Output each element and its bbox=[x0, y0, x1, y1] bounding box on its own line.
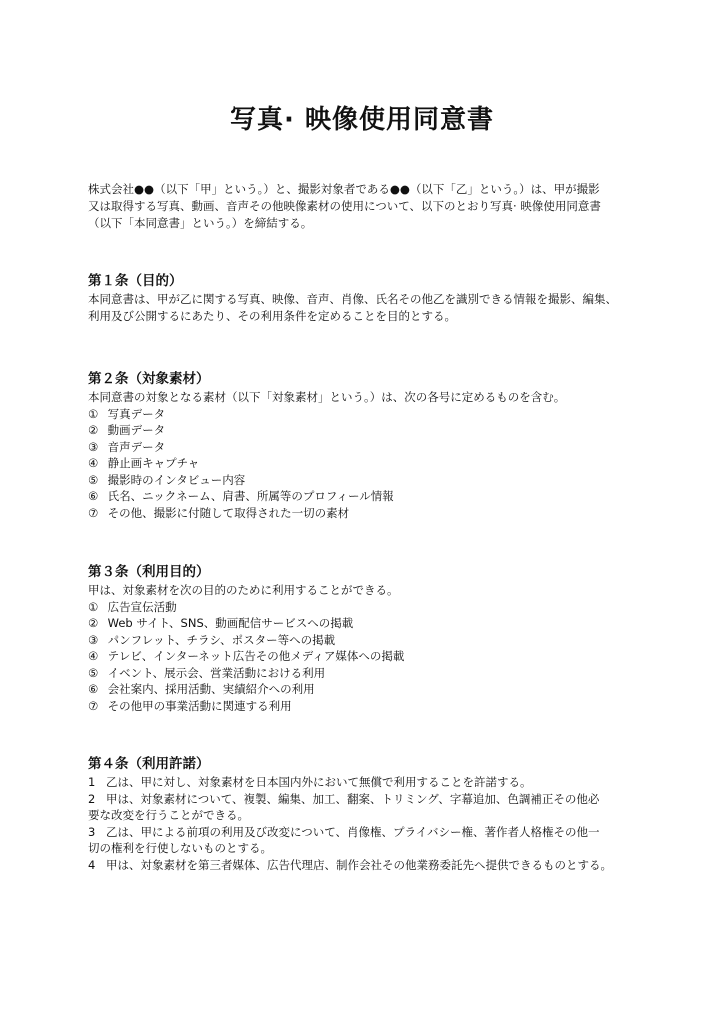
clause-4 bbox=[88, 857, 658, 874]
item-text: Web サイト、SNS、動画配信サービスへの掲載 bbox=[107, 616, 354, 630]
article-text-line: 甲は、対象素材を次の目的のために利用することができる。 bbox=[88, 583, 399, 597]
item-number: ⑦ bbox=[88, 505, 99, 520]
item-number: ④ bbox=[88, 456, 99, 470]
item-number: ① bbox=[88, 599, 99, 614]
list-item bbox=[88, 422, 658, 439]
document-title: 写真· 映像使用同意書 bbox=[230, 105, 494, 135]
item-number: ⑤ bbox=[88, 472, 99, 487]
clause-number: 3 bbox=[88, 824, 96, 839]
list-item bbox=[88, 455, 658, 472]
clause-2 bbox=[88, 791, 658, 824]
list-item bbox=[88, 665, 658, 682]
list-item bbox=[88, 681, 658, 698]
clause-text: 甲は、対象素材を第三者媒体、広告代理店、制作会社その他業務委託先へ提供できるものとする。 bbox=[106, 857, 612, 872]
list-item bbox=[88, 439, 658, 456]
clause-text-continued: 切の権利を行使しないものとする。 bbox=[88, 841, 272, 855]
article-text-line: 本同意書の対象となる素材（以下「対象素材」という。）は、次の各号に定めるものを含む。 bbox=[88, 390, 566, 404]
article-1 bbox=[88, 272, 658, 324]
clause-3 bbox=[88, 824, 658, 857]
item-text: 音声データ bbox=[107, 439, 166, 454]
list-item bbox=[88, 406, 658, 423]
article-3 bbox=[88, 563, 658, 714]
item-number: ② bbox=[88, 423, 99, 437]
article-heading: 第１条（目的） bbox=[88, 273, 183, 289]
clause-text: 甲は、対象素材について、複製、編集、加工、翻案、トリミング、字幕追加、色調補正その他必 bbox=[106, 791, 600, 806]
item-text: 広告宣伝活動 bbox=[107, 599, 177, 614]
clause-number: 4 bbox=[88, 857, 96, 872]
item-number: ② bbox=[88, 616, 99, 630]
article-heading: 第２条（対象素材） bbox=[88, 371, 210, 387]
clause-number: 1 bbox=[88, 775, 96, 789]
item-number: ① bbox=[88, 406, 99, 421]
item-text: 動画データ bbox=[107, 423, 166, 437]
list-item bbox=[88, 698, 658, 715]
item-number: ④ bbox=[88, 649, 99, 663]
clause-1 bbox=[88, 774, 658, 791]
intro-line: 又は取得する写真、動画、音声その他映像素材の使用について、以下のとおり写真· 映像使用同意書 bbox=[88, 199, 601, 213]
item-text: 撮影時のインタビュー内容 bbox=[107, 472, 246, 487]
item-number: ⑦ bbox=[88, 698, 99, 713]
item-number: ⑥ bbox=[88, 489, 99, 503]
item-text: その他甲の事業活動に関連する利用 bbox=[107, 698, 292, 713]
list-item bbox=[88, 505, 658, 522]
clause-number: 2 bbox=[88, 791, 96, 806]
list-item bbox=[88, 632, 658, 649]
item-text: 氏名、ニックネーム、肩書、所属等のプロフィール情報 bbox=[107, 489, 394, 503]
article-4 bbox=[88, 755, 658, 873]
clause-text-continued: 要な改変を行うことができる。 bbox=[88, 808, 249, 822]
item-text: イベント、展示会、営業活動における利用 bbox=[107, 665, 326, 680]
list-item bbox=[88, 488, 658, 505]
intro-line: 株式会社●●（以下「甲」という。）と、撮影対象者である●●（以下「乙」という。）は、甲が撮影 bbox=[88, 182, 600, 196]
item-number: ③ bbox=[88, 632, 99, 647]
article-text-line: 利用及び公開するにあたり、その利用条件を定めることを目的とする。 bbox=[88, 308, 456, 323]
list-item bbox=[88, 615, 658, 632]
item-text: テレビ、インターネット広告その他メディア媒体への掲載 bbox=[107, 649, 405, 663]
article-heading: 第３条（利用目的） bbox=[88, 564, 210, 580]
item-text: 会社案内、採用活動、実績紹介への利用 bbox=[107, 682, 315, 696]
article-2 bbox=[88, 370, 658, 521]
intro-paragraph bbox=[88, 181, 648, 232]
intro-line: （以下「本同意書」という。）を締結する。 bbox=[88, 216, 313, 230]
item-text: パンフレット、チラシ、ポスター等への掲載 bbox=[107, 632, 336, 647]
item-text: 静止画キャプチャ bbox=[107, 456, 200, 470]
item-number: ③ bbox=[88, 439, 99, 454]
article-heading: 第４条（利用許諾） bbox=[88, 756, 210, 772]
item-text: 写真データ bbox=[107, 406, 166, 421]
list-item bbox=[88, 472, 658, 489]
item-text: その他、撮影に付随して取得された一切の素材 bbox=[107, 505, 350, 520]
list-item bbox=[88, 648, 658, 665]
list-item bbox=[88, 599, 658, 616]
item-number: ⑤ bbox=[88, 665, 99, 680]
item-number: ⑥ bbox=[88, 682, 99, 696]
clause-text: 乙は、甲に対し、対象素材を日本国内外において無償で利用することを許諾する。 bbox=[106, 775, 532, 789]
clause-text: 乙は、甲による前項の利用及び改変について、肖像権、プライバシー権、著作者人格権その他一 bbox=[106, 824, 600, 839]
article-text-line: 本同意書は、甲が乙に関する写真、映像、音声、肖像、氏名その他乙を識別できる情報を撮影、編集、 bbox=[88, 292, 617, 306]
